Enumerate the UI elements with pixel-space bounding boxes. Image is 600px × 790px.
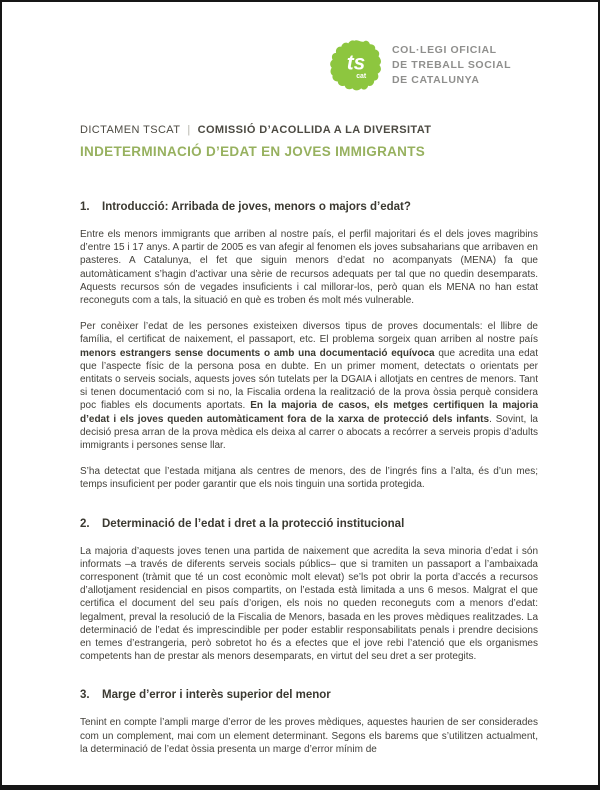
section-number: 3. <box>80 689 90 702</box>
section-margin-of-error <box>80 689 538 756</box>
section-heading-text: Determinació de l’edat i dret a la protecció institucional <box>102 517 405 530</box>
paragraph <box>80 465 538 491</box>
section-age-determination <box>80 518 538 664</box>
org-line: DE TREBALL SOCIAL <box>392 58 512 71</box>
text-run: que acredita una edat que l’aspecte físic de la persona posa en dubte. En un primer moment, detectats o orientats per entitats o serveis socials, aquests joves són tutelats per la DGAIA i allotjats en centres de menors. Tant si tenen documentació com si no, la Fiscalia ordena la realització de la prova òssia perquè considera poc fiables els documents aportats. <box>80 347 538 412</box>
logo-badge: cat <box>356 73 367 80</box>
section-introduction <box>80 201 538 492</box>
section-paragraphs <box>80 228 538 492</box>
document-kicker <box>80 124 538 136</box>
document-body <box>80 201 538 756</box>
section-heading-text: Introducció: Arribada de joves, menors o majors d’edat? <box>102 201 411 213</box>
section-heading-text: Marge d’error i interès superior del menor <box>102 689 331 702</box>
section-heading <box>80 201 538 213</box>
logo-symbol: ts <box>346 51 366 75</box>
text-run: La majoria d’aquests joves tenen una partida de naixement que acredita la seva minoria d’edat i són informats –a través de diferents serveis socials públics– que si tramiten un passaport a l’ambaixada corresponent (tràmit que té un cost econòmic molt elevat) se’ls pot obrir la porta d’accés a recursos d’allotjament residencial en pisos compartits, on l’estada està limitada a uns 6 mesos. Malgrat el que certifica el document del seu país d’origen, els nois no queden reconeguts com a menors d’edat: legalment, preval la resolució de la Fiscalia de Menors, basada en les proves mèdiques realitzades. La determinació de l’edat és imprescindible per poder establir responsabilitats penals i prendre decisions en temes d’estrangeria, però sobretot ho és a efectes que el jove rebi l’atenció que els organismes competents han de prestar als menors desemparats, en virtut del seu dret a ser protegits. <box>80 545 538 663</box>
paragraph <box>80 228 538 307</box>
section-heading <box>80 689 538 701</box>
logo-header <box>80 36 538 94</box>
kicker-label: DICTAMEN TSCAT <box>80 124 181 136</box>
section-heading <box>80 518 538 530</box>
paragraph <box>80 545 538 664</box>
org-line: COL·LEGI OFICIAL <box>392 43 497 56</box>
section-paragraphs <box>80 545 538 664</box>
paragraph <box>80 716 538 756</box>
bold-text-run: menors estrangers sense documents o amb una documentació equívoca <box>80 347 435 359</box>
bold-text-run: En la majoria de casos, els metges certifiquen la majoria d’edat i els joves queden automàticament fora de la xarxa de protecció dels infants <box>80 400 539 425</box>
section-number: 2. <box>80 517 90 530</box>
kicker-subject: COMISSIÓ D’ACOLLIDA A LA DIVERSITAT <box>197 124 432 136</box>
text-run: Entre els menors immigrants que arriben al nostre país, el perfil majoritari és el dels joves magribins d’entre 15 i 17 anys. A partir de 2005 es van afegir al fenomen els joves subsaharians que arribaven en pasteres. A Catalunya, el fet que siguin menors d’edat no acompanyats (MENA) fa que automàticament s’hagin d’activar una sèrie de recursos adequats per tal que no quedin desemparats. Aquests recursos són de vegades insuficients i cal millorar-los, però quan els MENA no han estat reconeguts com a tals, la situació en què es troben és molt més vulnerable. <box>80 229 538 307</box>
text-run: . Sovint, la decisió presa arran de la prova mèdica els deixa al carrer o abocats a recórrer a serveis propis d’adults immigrants i persones sense llar. <box>80 413 538 452</box>
org-line: DE CATALUNYA <box>392 73 480 86</box>
organization-name <box>392 43 511 88</box>
document-title: INDETERMINACIÓ D’EDAT EN JOVES IMMIGRANTS <box>80 144 426 159</box>
section-number: 1. <box>80 201 90 213</box>
text-run: Tenint en compte l’ampli marge d’error de les proves mèdiques, aquestes haurien de ser considerades com un complement, mai com un element determinant. Segons els barems que s’utilitzen actualment, la determinació de l’edat òssia presenta un marge d’error mínim de <box>80 717 538 755</box>
paragraph <box>80 320 538 452</box>
tscat-logo-icon <box>330 38 382 92</box>
section-paragraphs <box>80 716 538 756</box>
text-run: S’ha detectat que l’estada mitjana als centres de menors, des de l’ingrés fins a l’alta, és d’un mes; temps insuficient per poder garantir que els nois tinguin una sortida protegida. <box>80 466 538 491</box>
text-run: Per conèixer l’edat de les persones existeixen diversos tipus de proves documentals: el llibre de família, el certificat de naixement, el passaport, etc. El problema sorgeix quan arriben al nostre país <box>80 321 538 346</box>
kicker-separator: | <box>187 124 191 136</box>
